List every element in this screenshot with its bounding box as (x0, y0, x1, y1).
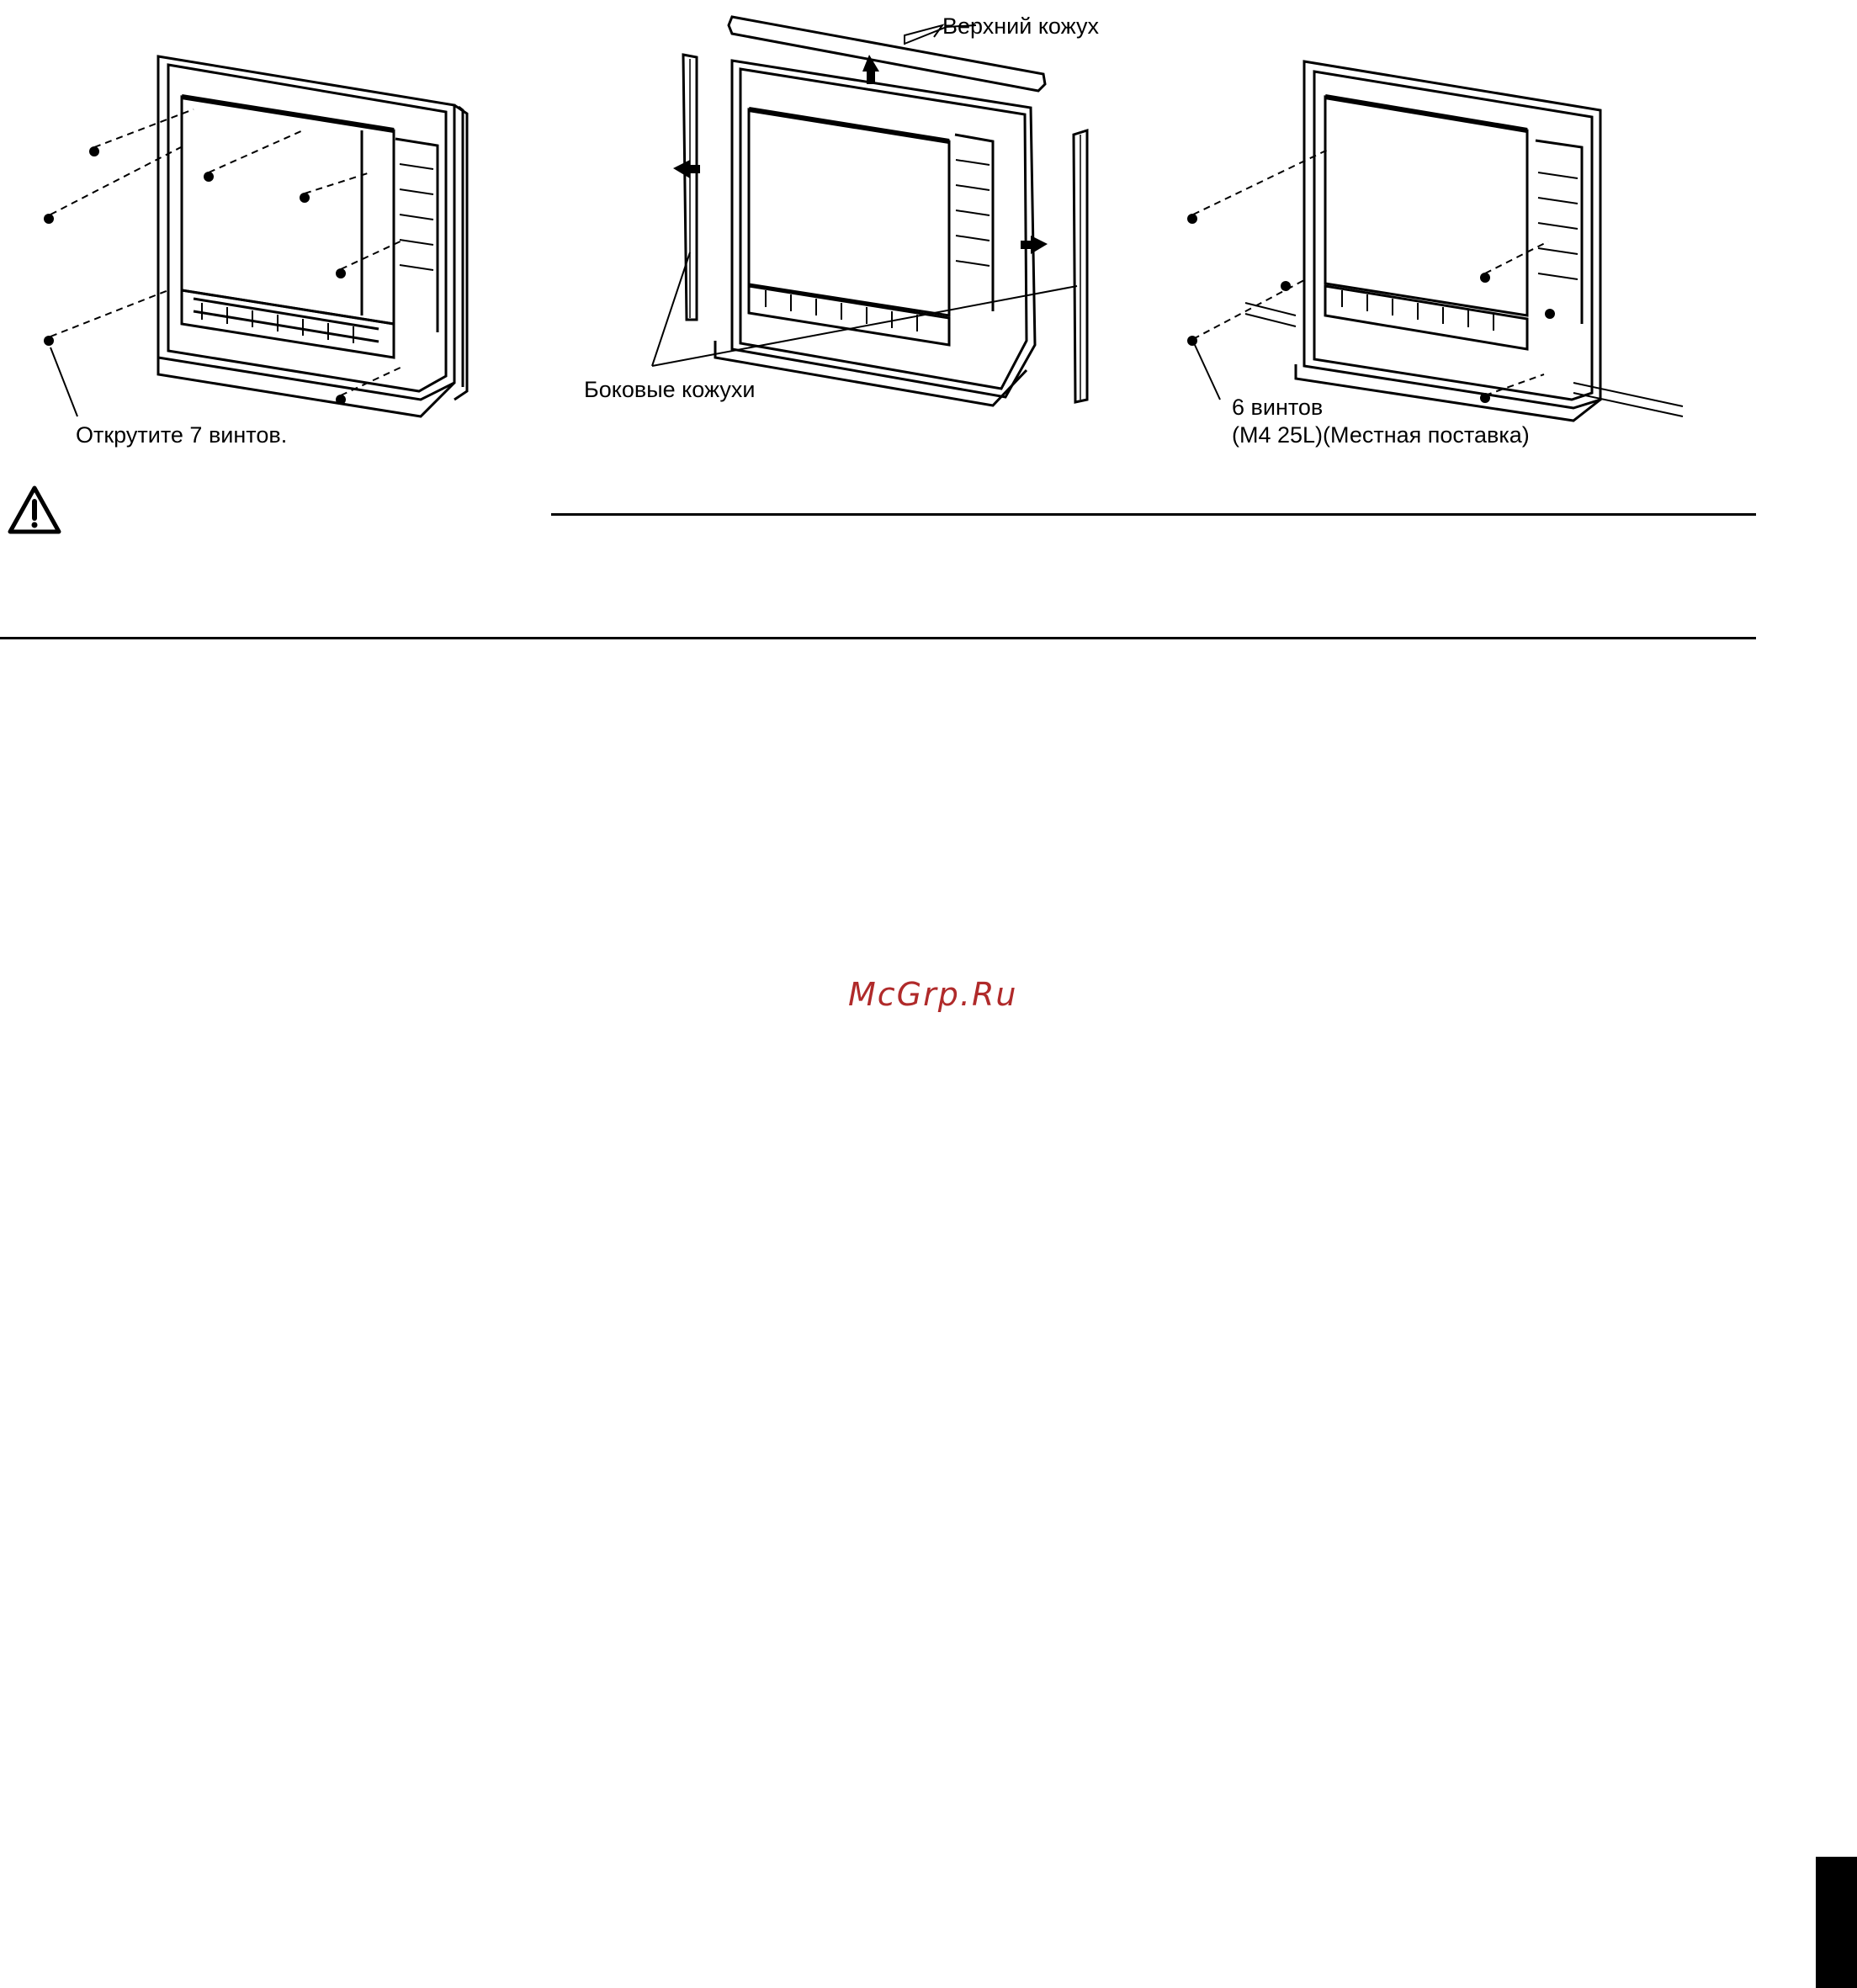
screws-count-label: 6 винтов (1232, 395, 1324, 420)
watermark-text: McGrp.Ru (848, 976, 1018, 1013)
figure-remove-covers (572, 8, 1111, 412)
figure-install-screws (1161, 46, 1700, 425)
side-covers-label: Боковые кожухи (584, 377, 756, 402)
top-cover-label: Верхний кожух (942, 13, 1100, 39)
page-edge-tab (1816, 1857, 1857, 1988)
figure-unscrew-screws (25, 46, 496, 425)
screws-spec-label: (M4 25L)(Местная поставка) (1232, 422, 1530, 448)
warning-bottom-rule (0, 637, 1756, 639)
warning-top-rule (551, 513, 1756, 516)
unscrew-label: Открутите 7 винтов. (76, 422, 288, 448)
warning-triangle-icon (7, 485, 62, 535)
